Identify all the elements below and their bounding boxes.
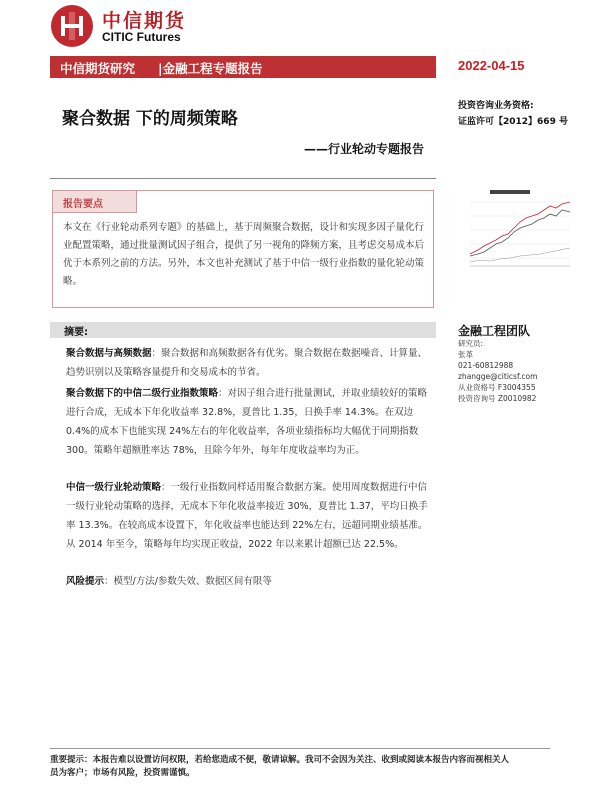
- report-type: |金融工程专题报告: [158, 61, 263, 76]
- paragraph-head: 聚合数据与高频数据: [66, 348, 152, 359]
- team-name: 张革: [458, 350, 473, 359]
- abstract-heading-bar: [50, 322, 436, 338]
- abstract-paragraph-3: [66, 478, 436, 554]
- logo-en-text: CITIC Futures: [102, 30, 181, 44]
- paragraph-body: ：一级行业指数同样适用聚合数据方案。使用周度数据进行中信一级行业轮动策略的选择，无成本下年化收益率接近 30%，夏普比 1.37，平均日换手率 13.3%。在较高成本设置下，年化收益率也能达到 22%左右，远超同期业绩基准。从 2014 年至今，策略每年均实现正收益，2022 年以来累计超额已达 22.5%。: [66, 482, 428, 550]
- team-email: zhangge@citicsf.com: [458, 372, 538, 381]
- report-category: 中信期货研究: [60, 61, 136, 76]
- disclaimer: [50, 754, 550, 780]
- team-role: 研究员:: [458, 339, 484, 348]
- summary-tab: [53, 191, 137, 213]
- chart-legend-mark: [490, 190, 530, 194]
- logo-cn-text: 中信期货: [102, 10, 187, 32]
- page-subtitle: ——行业轮动专题报告: [303, 142, 424, 156]
- qualification-line1: 投资咨询业务资格:: [458, 101, 534, 111]
- paragraph-head: 中信一级行业轮动策略: [66, 482, 162, 493]
- paragraph-head: 风险提示: [66, 576, 105, 587]
- performance-thumbnail-chart: [460, 188, 578, 280]
- abstract-paragraph-1: [66, 344, 436, 382]
- team-title: 金融工程团队: [458, 324, 531, 338]
- abstract-paragraph-2: [66, 384, 436, 460]
- paragraph-body: ：对因子组合进行批量测试，并取业绩较好的策略进行合成，无成本下年化收益率 32.8%，夏普比 1.35，日换手率 14.3%。在双边 0.4%的成本下也能实现 24%左右的年化收益率，各项业绩指标均大幅优于同期指数 300。策略年超额胜率达 78%，且除今年外，每年年度收益率均为正。: [66, 388, 428, 456]
- citic-logo: [50, 4, 250, 48]
- citic-logo-icon: [50, 4, 94, 48]
- qualification-line2: 证监许可【2012】669 号: [458, 117, 568, 127]
- page-title: 聚合数据 下的周频策略: [62, 109, 238, 129]
- team-phone: 021-60812988: [458, 361, 514, 370]
- divider: [50, 178, 436, 179]
- disclaimer-line2: 员为客户；市场有风险，投资需谨慎。: [50, 768, 195, 778]
- footer-divider: [50, 748, 550, 749]
- abstract-label: 摘要:: [64, 327, 88, 338]
- paragraph-body: ：模型/方法/参数失效、数据区间有限等: [104, 576, 272, 587]
- paragraph-head: 聚合数据下的中信二级行业指数策略: [66, 388, 219, 399]
- summary-text: 本文在《行业轮动系列专题》的基础上，基于周频聚合数据，设计和实现多因子量化行业配置策略，通过批量测试因子组合，提供了另一视角的降频方案，且考虑交易成本后优于本系列之前的方法。另外，本文也补充测试了基于中信一级行业指数的量化轮动策略。: [63, 222, 425, 287]
- summary-box: [52, 190, 434, 308]
- abstract-paragraph-4: [66, 572, 436, 591]
- qualification-block: [458, 98, 568, 130]
- paragraph-body: ：聚合数据和高频数据各有优劣。聚合数据在数据噪音、计算量、趋势识别以及策略容量提升和交易成本的节省。: [66, 348, 428, 378]
- report-header-band: [50, 56, 436, 78]
- team-cert1: 从业资格号 F3004355: [458, 383, 536, 392]
- team-cert2: 投资咨询号 Z0010982: [458, 394, 537, 403]
- report-date: 2022-04-15: [458, 58, 525, 73]
- team-info: [458, 338, 537, 404]
- disclaimer-line1: 重要提示：本报告难以设置访问权限，若给您造成不便，敬请谅解。我司不会因为关注、收到或阅读本报告内容而视相关人: [50, 755, 510, 765]
- summary-tab-label: 报告要点: [63, 199, 103, 210]
